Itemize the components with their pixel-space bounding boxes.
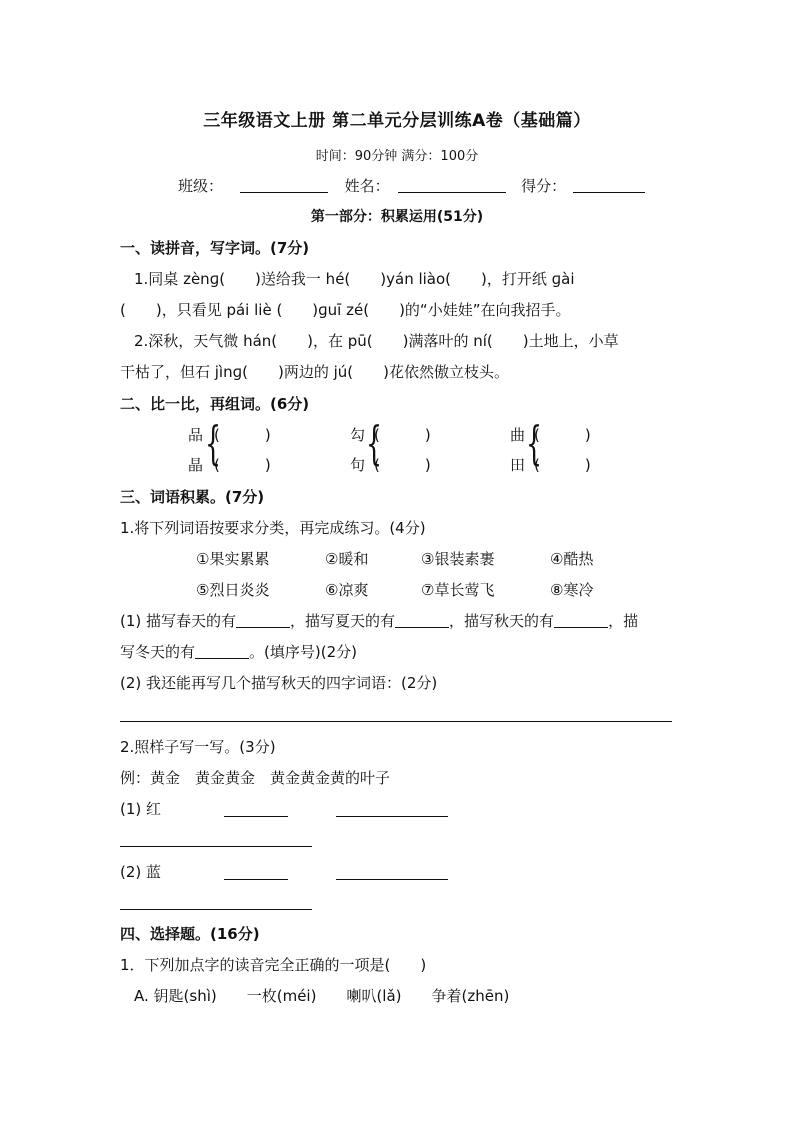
fill-note: 。(填序号)(2分) <box>249 643 357 661</box>
spring-label: (1) 描写春天的有 <box>120 612 237 630</box>
answer-paren[interactable]: ( ) <box>534 456 591 474</box>
spring-blank[interactable] <box>236 613 290 628</box>
student-info-row <box>178 176 645 196</box>
name-label: 姓名： <box>344 177 390 195</box>
q1-line-3: 2.深秋，天气微 hán( )，在 pū( )满落叶的 ní( )土地上，小草 <box>134 332 619 350</box>
answer-line[interactable] <box>120 721 672 722</box>
answer-line[interactable] <box>224 879 288 880</box>
answer-paren[interactable]: ( ) <box>214 456 271 474</box>
word-option: ③银装素裹 <box>421 550 495 568</box>
q3-heading: 三、词语积累。(7分) <box>120 488 265 506</box>
item-red: (1) 红 <box>120 800 162 818</box>
q2-heading: 二、比一比，再组词。(6分) <box>120 395 310 413</box>
winter-blank[interactable] <box>195 644 249 659</box>
item-blue: (2) 蓝 <box>120 863 162 881</box>
word-option: ⑥凉爽 <box>325 581 369 599</box>
season-fill-row-1 <box>120 611 638 631</box>
class-blank[interactable] <box>240 178 328 193</box>
compare-top-char: 曲 <box>510 426 526 444</box>
winter-label: 写冬天的有 <box>120 643 196 661</box>
word-option: ⑧寒冷 <box>550 581 594 599</box>
answer-line[interactable] <box>336 879 448 880</box>
autumn-label: ，描写秋天的有 <box>449 612 555 630</box>
autumn-blank[interactable] <box>554 613 608 628</box>
summer-label: ，描写夏天的有 <box>290 612 396 630</box>
answer-line[interactable] <box>120 909 312 910</box>
page-title: 三年级语文上册 第二单元分层训练A卷（基础篇） <box>203 111 591 131</box>
brace-icon: { <box>205 416 222 470</box>
answer-paren[interactable]: ( ) <box>374 456 431 474</box>
answer-paren[interactable]: ( ) <box>214 426 271 444</box>
q4-heading: 四、选择题。(16分) <box>120 925 260 943</box>
example-line: 例：黄金 黄金黄金 黄金黄金黄的叶子 <box>120 769 391 787</box>
class-label: 班级： <box>178 177 224 195</box>
score-label: 得分： <box>521 177 567 195</box>
q1-line-1: 1.同桌 zènɡ( )送给我一 hé( )yán liào( )，打开纸 ɡài <box>134 270 575 288</box>
compare-top-char: 品 <box>188 426 204 444</box>
q4-question-1: 1．下列加点字的读音完全正确的一项是( ) <box>120 956 427 974</box>
brace-icon: { <box>366 416 383 470</box>
word-option: ①果实累累 <box>196 550 270 568</box>
word-option: ⑤烈日炎炎 <box>196 581 270 599</box>
q4-option-a: A. 钥匙(shì) 一枚(méi) 喇叭(lǎ) 争着(zhēn) <box>134 987 510 1005</box>
exam-meta: 时间：90分钟 满分：100分 <box>315 149 479 164</box>
word-option: ⑦草长莺飞 <box>421 581 495 599</box>
compare-bottom-char: 句 <box>350 456 366 474</box>
compare-bottom-char: 田 <box>510 456 526 474</box>
season-fill-row-2 <box>120 642 357 662</box>
q1-line-2: ( )，只看见 pái liè ( )ɡuī zé( )的“小娃娃”在向我招手。 <box>120 301 571 319</box>
compare-top-char: 勾 <box>350 426 366 444</box>
name-blank[interactable] <box>398 178 506 193</box>
word-option: ④酷热 <box>550 550 594 568</box>
part-one-title: 第一部分：积累运用(51分) <box>310 209 484 225</box>
answer-line[interactable] <box>120 846 312 847</box>
q1-heading: 一、读拼音，写字词。(7分) <box>120 239 310 257</box>
score-blank[interactable] <box>573 178 645 193</box>
q3-ask2: (2) 我还能再写几个描写秋天的四字词语：(2分) <box>120 674 438 692</box>
q3-sub2: 2.照样子写一写。(3分) <box>120 738 276 756</box>
word-option: ②暖和 <box>325 550 369 568</box>
answer-line[interactable] <box>224 816 288 817</box>
brace-icon: { <box>526 416 543 470</box>
winter-label-start: ，描 <box>608 612 639 630</box>
q1-line-4: 干枯了，但石 jìnɡ( )两边的 jú( )花依然傲立枝头。 <box>120 363 509 381</box>
answer-paren[interactable]: ( ) <box>534 426 591 444</box>
q3-sub1: 1.将下列词语按要求分类，再完成练习。(4分) <box>120 519 426 537</box>
answer-line[interactable] <box>336 816 448 817</box>
answer-paren[interactable]: ( ) <box>374 426 431 444</box>
summer-blank[interactable] <box>395 613 449 628</box>
compare-bottom-char: 晶 <box>188 456 204 474</box>
